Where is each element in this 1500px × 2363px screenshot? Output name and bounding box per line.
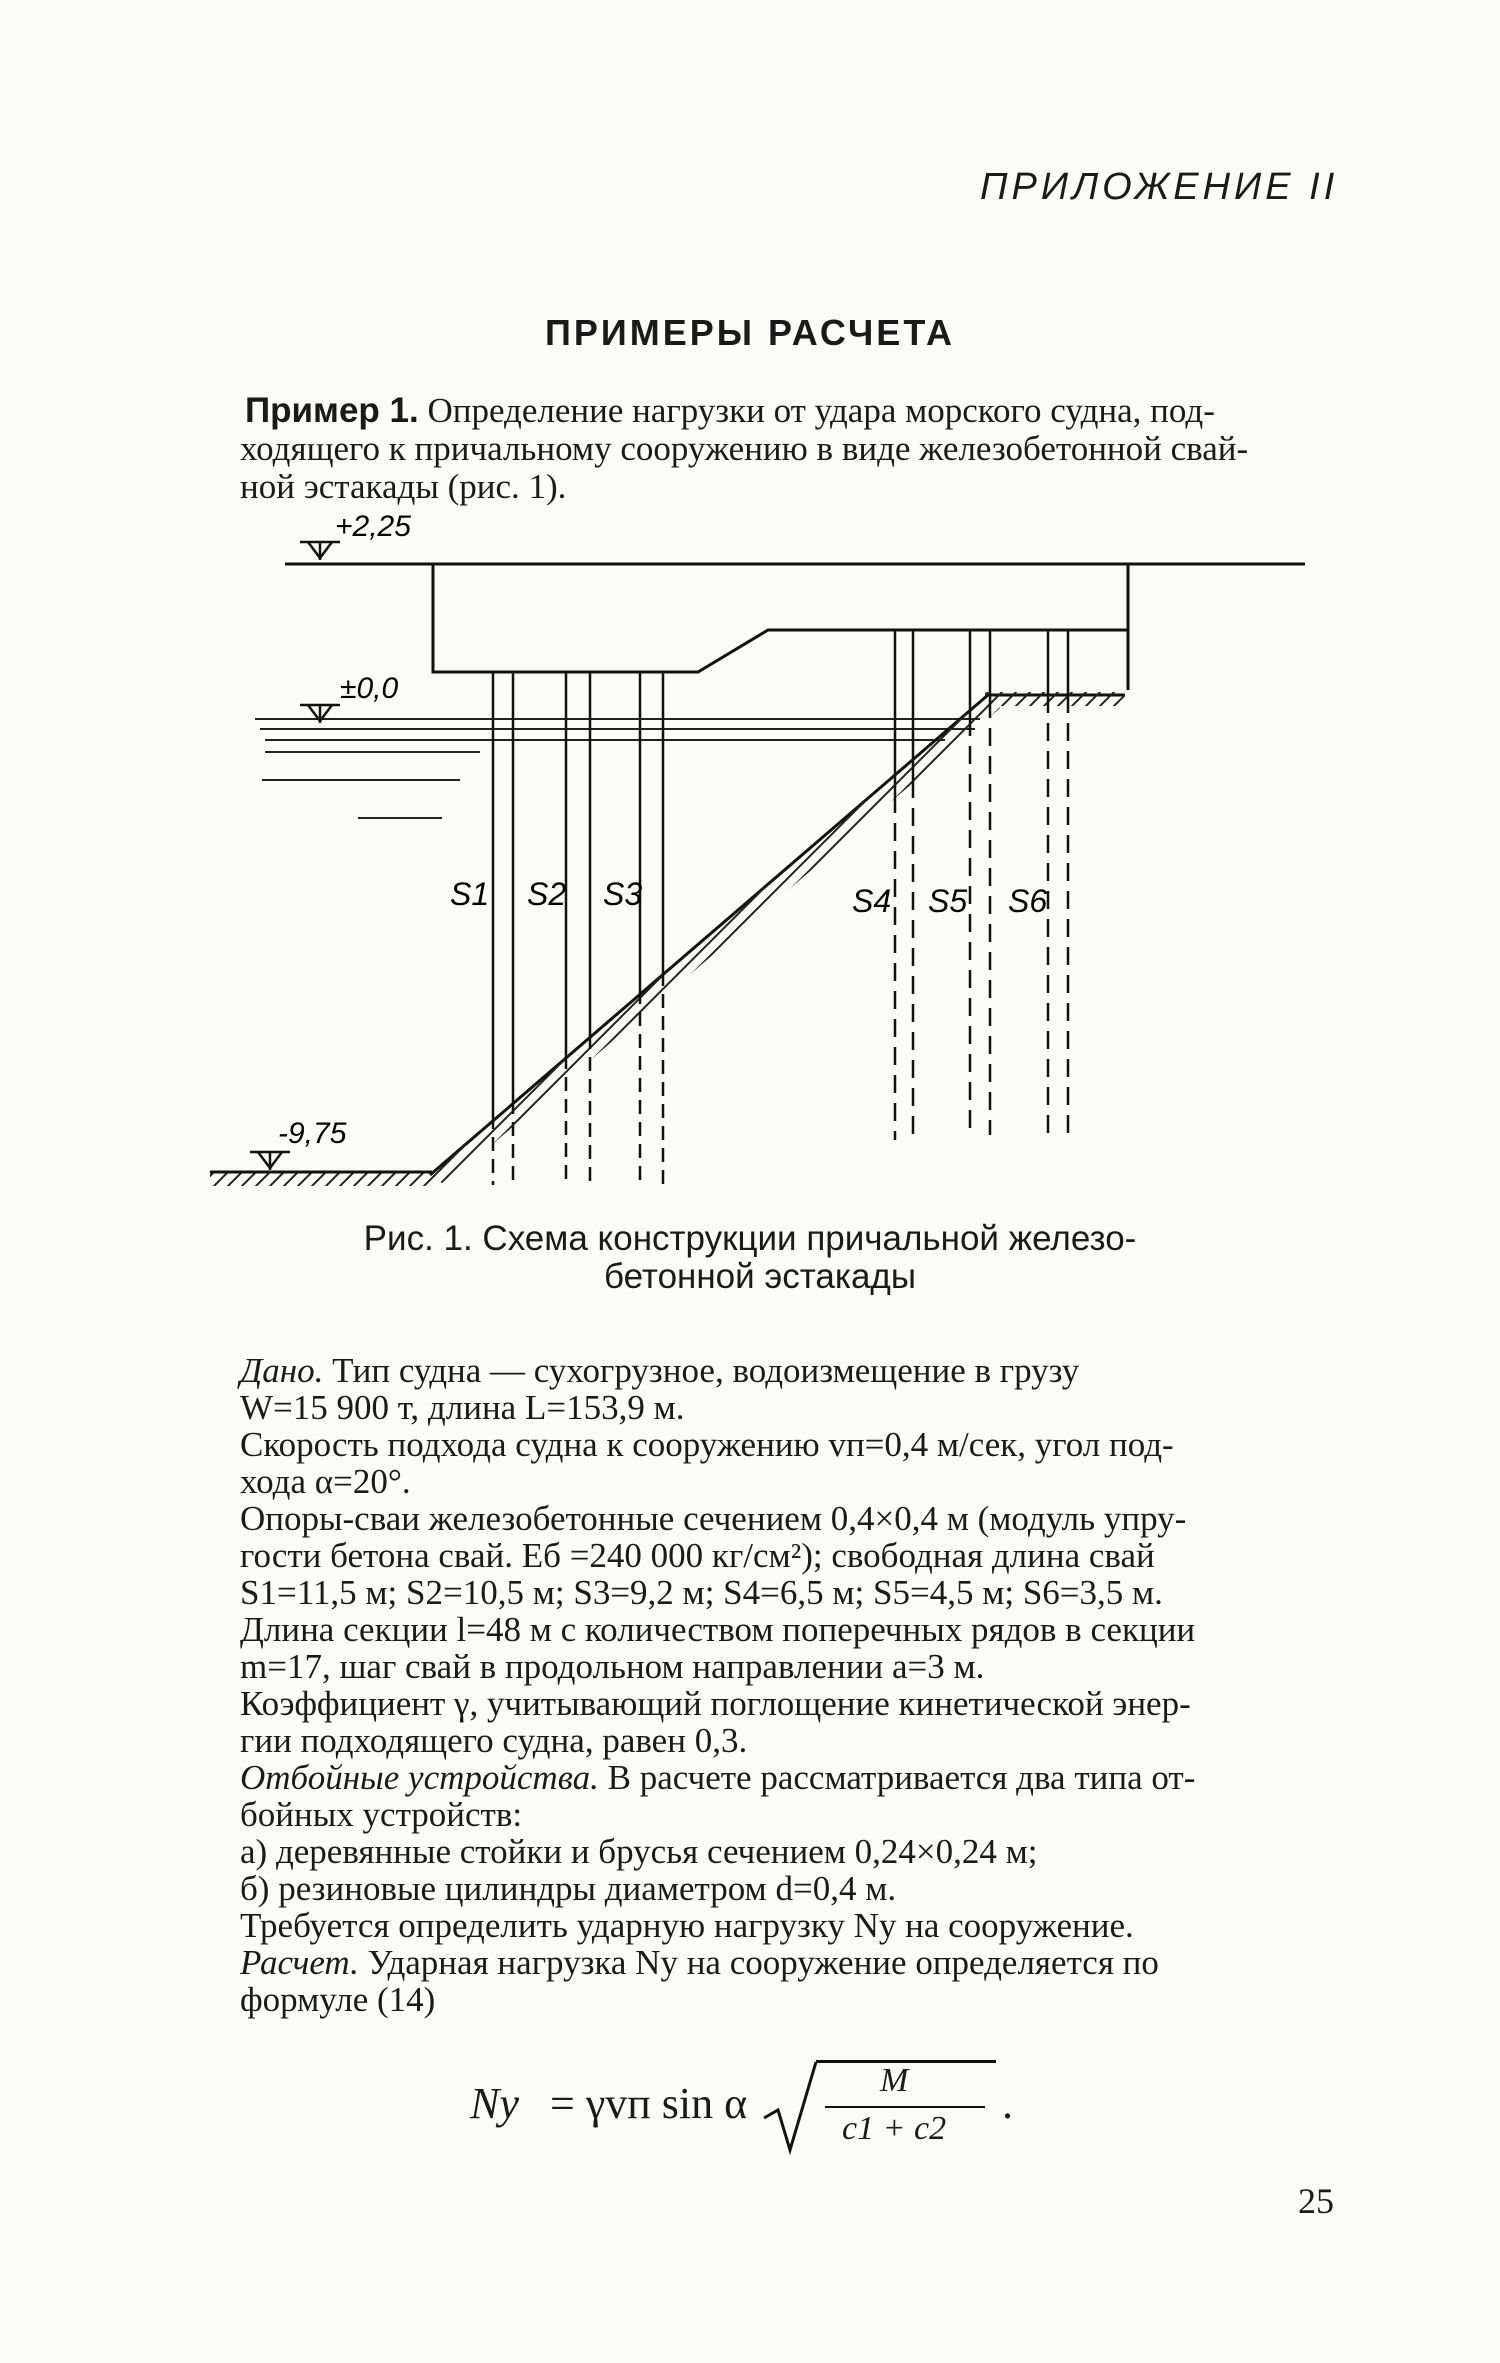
formula-end: . — [1002, 2079, 1013, 2128]
impact-formula — [470, 2050, 1030, 2160]
piles-line-2: гости бетона свай. Eб =240 000 кг/см²); свободная длина свай — [240, 1536, 1155, 1575]
pier-diagram — [0, 500, 1500, 1200]
intro-line-1 — [245, 392, 1332, 430]
piles-line-1: Опоры-сваи железобетонные сечением 0,4×0,4 м (модуль упру- — [240, 1499, 1187, 1538]
formula-denominator: c1 + c2 — [842, 2110, 947, 2147]
fender-line-2: бойных устройств: — [240, 1795, 523, 1834]
fender-label: Отбойные устройства. — [240, 1758, 599, 1797]
section-line-1: Длина секции l=48 м с количеством поперечных рядов в секции — [240, 1610, 1196, 1649]
caption-line-2: бетонной эстакады — [603, 1257, 917, 1296]
required-line: Требуется определить ударную нагрузку Nу на сооружение. — [240, 1906, 1134, 1945]
intro-line-3: ной эстакады (рис. 1). — [240, 467, 567, 506]
speed-line-1: Скорость подхода судна к сооружению vп=0,4 м/сек, угол под- — [240, 1425, 1174, 1464]
calc-label: Расчет. — [240, 1943, 359, 1982]
page-title: ПРИМЕРЫ РАСЧЕТА — [544, 312, 956, 353]
pile-label-s2: S2 — [527, 876, 567, 912]
caption-line-1: Рис. 1. Схема конструкции причальной железо- — [363, 1219, 1137, 1258]
fender-text-1: В расчете рассматривается два типа от- — [607, 1758, 1196, 1797]
formula-numerator: M — [880, 2062, 909, 2099]
formula-rhs-prefix: = γvп sin α — [550, 2079, 748, 2128]
elevation-marker-water — [300, 705, 340, 723]
pile-label-s5: S5 — [928, 883, 968, 919]
elev-bottom-label: -9,75 — [278, 1117, 347, 1150]
pile-label-s1: S1 — [450, 876, 490, 912]
fraction-bar — [825, 2106, 985, 2108]
given-text-1: Тип судна — сухогрузное, водоизмещение в грузу — [332, 1351, 1080, 1390]
elev-water-label: ±0,0 — [340, 672, 399, 705]
intro-paragraph — [240, 392, 1332, 506]
given-line-2: W=15 900 т, длина L=153,9 м. — [240, 1388, 685, 1427]
given-line-1 — [240, 1352, 1332, 1389]
page-number: 25 — [1298, 2181, 1334, 2221]
radical-sign — [760, 2058, 820, 2158]
coef-line-1: Коэффициент γ, учитывающий поглощение кинетической энер- — [240, 1684, 1191, 1723]
body-text — [240, 1352, 1332, 2018]
elev-top-label: +2,25 — [335, 510, 411, 543]
calc-line-1 — [240, 1944, 1332, 1981]
formula-lhs: Nу — [470, 2079, 519, 2128]
example-label: Пример 1. — [245, 391, 419, 430]
fender-option-b: б) резиновые цилиндры диаметром d=0,4 м. — [240, 1869, 897, 1908]
appendix-header: ПРИЛОЖЕНИЕ II — [980, 166, 1339, 208]
calc-line-2: формуле (14) — [240, 1980, 436, 2019]
pile-label-s3: S3 — [603, 876, 643, 912]
slope-embankment — [210, 692, 1125, 1186]
intro-text-1: Определение нагрузки от удара морского судна, под- — [427, 391, 1215, 430]
given-label: Дано. — [240, 1351, 324, 1390]
calc-text-1: Ударная нагрузка Nу на сооружение определяется по — [367, 1943, 1159, 1982]
pile-label-s4: S4 — [852, 883, 892, 919]
coef-line-2: гии подходящего судна, равен 0,3. — [240, 1721, 748, 1760]
intro-line-2: ходящего к причальному сооружению в виде железобетонной свай- — [240, 429, 1249, 468]
section-line-2: m=17, шаг свай в продольном направлении a=3 м. — [240, 1647, 985, 1686]
piles-line-3: S1=11,5 м; S2=10,5 м; S3=9,2 м; S4=6,5 м; S5=4,5 м; S6=3,5 м. — [240, 1573, 1163, 1612]
deck-outline — [433, 564, 1128, 672]
elevation-marker-bottom — [250, 1152, 290, 1170]
fender-option-a: а) деревянные стойки и брусья сечением 0,24×0,24 м; — [240, 1832, 1038, 1871]
speed-line-2: хода α=20°. — [240, 1462, 411, 1501]
fender-line-1 — [240, 1759, 1332, 1796]
elevation-marker-top — [300, 542, 340, 560]
figure-caption — [0, 1220, 1500, 1296]
pile-label-s6: S6 — [1008, 883, 1048, 919]
